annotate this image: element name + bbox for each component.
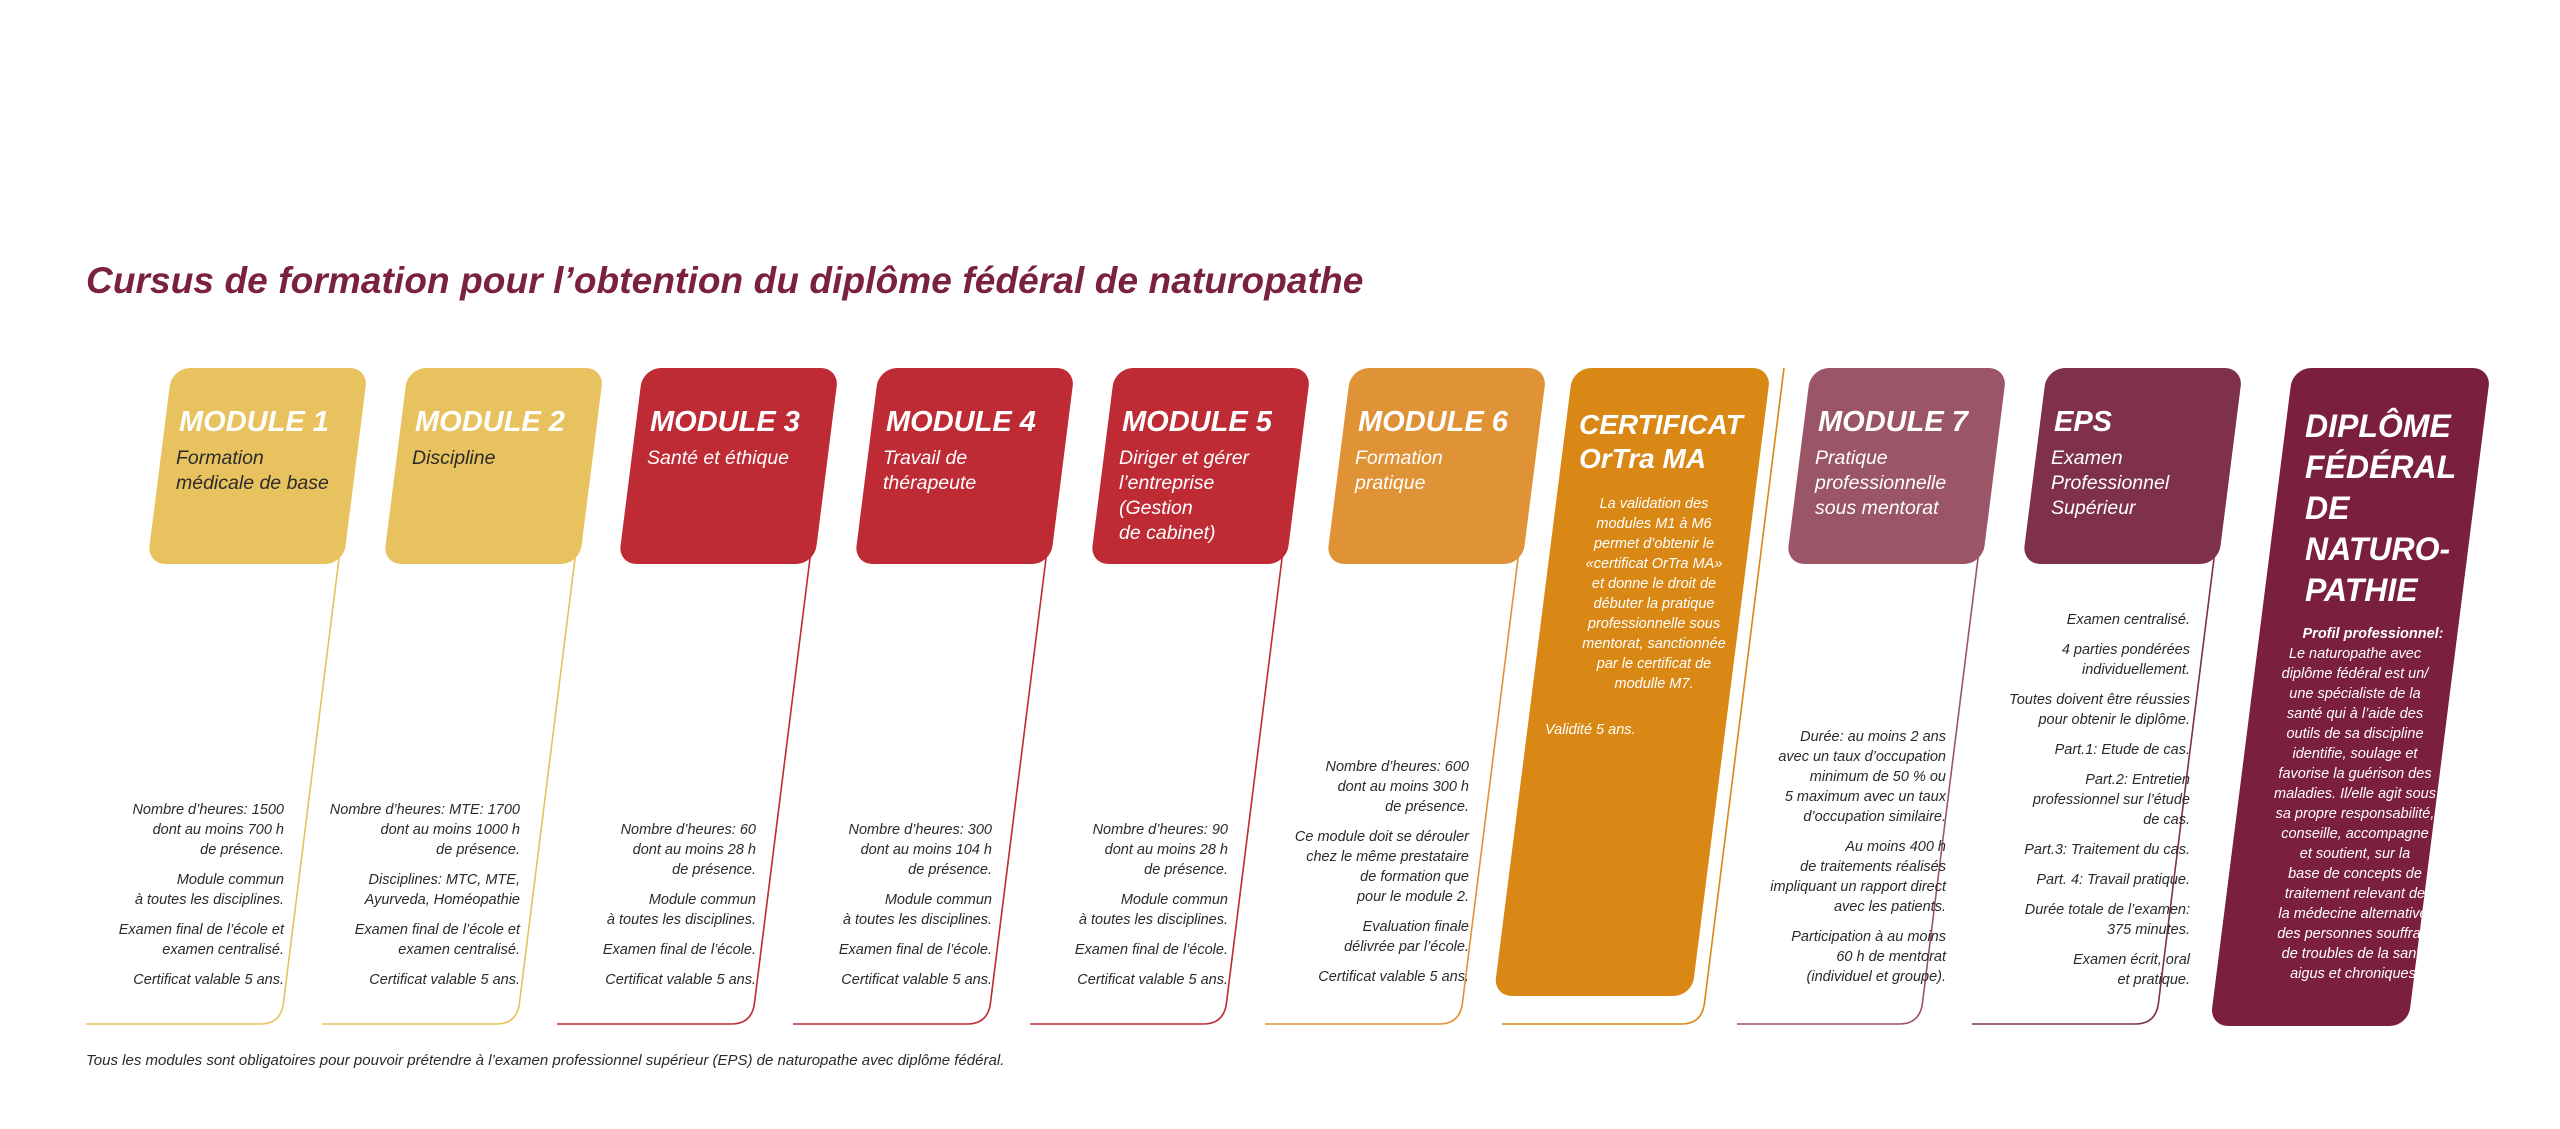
module-subtitle: Discipline [412, 447, 496, 469]
info-paragraph: Certificat valable 5 ans. [1318, 969, 1469, 985]
info-paragraph: Module commun à toutes les disciplines. [134, 872, 284, 908]
module-info [44, 800, 284, 1000]
info-paragraph: Evaluation finale délivrée par l’école. [1344, 919, 1469, 955]
module-card [1786, 368, 2007, 564]
info-paragraph: Part. 4: Travail pratique. [2036, 872, 2190, 888]
info-paragraph: Module commun à toutes les disciplines. [1078, 892, 1228, 928]
eps-info [1950, 610, 2190, 1000]
certificat-text: La validation des modules M1 à M6 permet d’obtenir le «certificat OrTra MA» et donne le droit de débuter la pratique professionnelle sous mentorat, sanctionnée par le certificat de modulle M7. [1582, 496, 1726, 692]
module-title: MODULE 5 [1122, 406, 1272, 438]
info-paragraph: Module commun à toutes les disciplines. [842, 892, 992, 928]
module-info [752, 820, 992, 1000]
module7-info [1706, 727, 1946, 997]
info-paragraph: Part.3: Traitement du cas. [2024, 842, 2190, 858]
module-title: MODULE 3 [650, 406, 800, 438]
module-card [1090, 368, 1311, 564]
module-title: MODULE 1 [179, 406, 329, 438]
module-subtitle: Travail de thérapeute [883, 447, 977, 494]
module-title: MODULE 4 [886, 406, 1036, 438]
module-subtitle: Examen Professionnel Supérieur [2051, 447, 2170, 519]
module-info [988, 820, 1228, 1000]
info-paragraph: Examen final de l’école. [602, 942, 756, 958]
info-paragraph: Nombre d’heures: 90 dont au moins 28 h de présence. [1092, 822, 1228, 878]
module-subtitle: Formation médicale de base [176, 447, 329, 494]
module-card [147, 368, 368, 564]
info-paragraph: Participation à au moins 60 h de mentorat (individuel et groupe). [1791, 929, 1946, 985]
module-subtitle: Santé et éthique [647, 447, 790, 469]
module-card [854, 368, 1075, 564]
diplome-title: DIPLÔME FÉDÉRAL DE NATURO- PATHIE [2305, 408, 2457, 608]
module-info [280, 800, 520, 1000]
info-paragraph: Disciplines: MTC, MTE, Ayurveda, Homéopathie [364, 872, 520, 908]
info-paragraph: Module commun à toutes les disciplines. [606, 892, 756, 928]
info-paragraph: Au moins 400 h de traitements réalisés impliquant un rapport direct avec les patients. [1770, 839, 1946, 915]
info-paragraph: Toutes doivent être réussies pour obtenir le diplôme. [2009, 692, 2190, 728]
info-paragraph: Certificat valable 5 ans. [133, 972, 284, 988]
page-title: Cursus de formation pour l’obtention du diplôme fédéral de naturopathe [86, 260, 1364, 301]
info-paragraph: Certificat valable 5 ans. [605, 972, 756, 988]
info-paragraph: Examen final de l’école et examen centralisé. [118, 922, 284, 958]
info-paragraph: Nombre d’heures: 300 dont au moins 104 h de présence. [848, 822, 992, 878]
diplome-profile-label: Profil professionnel: [2302, 626, 2444, 642]
module-info [516, 820, 756, 1000]
module-card [1326, 368, 1547, 564]
info-paragraph: Examen final de l’école. [838, 942, 992, 958]
info-paragraph: Durée totale de l’examen: 375 minutes. [2024, 902, 2190, 938]
info-paragraph: Nombre d’heures: 1500 dont au moins 700 h de présence. [132, 802, 284, 858]
module-subtitle: Formation pratique [1355, 447, 1443, 494]
module-subtitle: Pratique professionnelle sous mentorat [1815, 447, 1947, 519]
info-paragraph: Examen final de l’école. [1074, 942, 1228, 958]
footnote: Tous les modules sont obligatoires pour pouvoir prétendre à l’examen professionnel supérieur (EPS) de naturopathe avec diplôme fédéral. [86, 1052, 1005, 1069]
diplome-profile-text: Le naturopathe avec diplôme fédéral est un/ une spécialiste de la santé qui à l’aide des outils de sa discipline identifie, soulage et favorise la guérison des maladies. Il/elle agit sous sa propre responsabilité, conseille, accompagne et soutient, sur la base de concepts de traitement relevant de la médecine alternative, des personnes souffrant de troubles de la santé aigus et chroniques. [2274, 646, 2436, 982]
info-paragraph: Certificat valable 5 ans. [841, 972, 992, 988]
info-paragraph: 4 parties pondérées individuellement. [2061, 642, 2190, 678]
module-card [383, 368, 604, 564]
module-title: MODULE 2 [415, 406, 565, 438]
info-paragraph: Certificat valable 5 ans. [1077, 972, 1228, 988]
module-title: MODULE 6 [1358, 406, 1508, 438]
info-paragraph: Examen centralisé. [2066, 612, 2190, 628]
module-info [1229, 757, 1469, 997]
module-title: MODULE 7 [1818, 406, 1968, 438]
info-paragraph: Nombre d’heures: 600 dont au moins 300 h de présence. [1325, 759, 1469, 815]
module-title: EPS [2054, 406, 2113, 438]
module-card [2022, 368, 2243, 564]
info-paragraph: Ce module doit se dérouler chez le même prestataire de formation que pour le module 2. [1294, 829, 1469, 905]
info-paragraph: Examen écrit, oral et pratique. [2073, 952, 2190, 988]
info-paragraph: Part.1: Etude de cas. [2054, 742, 2190, 758]
certificat-validity: Validité 5 ans. [1545, 722, 1636, 738]
info-paragraph: Durée: au moins 2 ans avec un taux d’occupation minimum de 50 % ou 5 maximum avec un taux d’occupation similaire. [1778, 729, 1946, 825]
module-subtitle: Diriger et gérer l’entreprise (Gestion de cabinet) [1119, 447, 1250, 544]
info-paragraph: Nombre d’heures: MTE: 1700 dont au moins 1000 h de présence. [329, 802, 520, 858]
certificat-title: CERTIFICAT OrTra MA [1579, 409, 1743, 474]
info-paragraph: Part.2: Entretien professionnel sur l’étude de cas. [2032, 772, 2190, 828]
info-paragraph: Nombre d’heures: 60 dont au moins 28 h de présence. [620, 822, 756, 878]
info-paragraph: Certificat valable 5 ans. [369, 972, 520, 988]
module-card [618, 368, 839, 564]
info-paragraph: Examen final de l’école et examen centralisé. [354, 922, 520, 958]
